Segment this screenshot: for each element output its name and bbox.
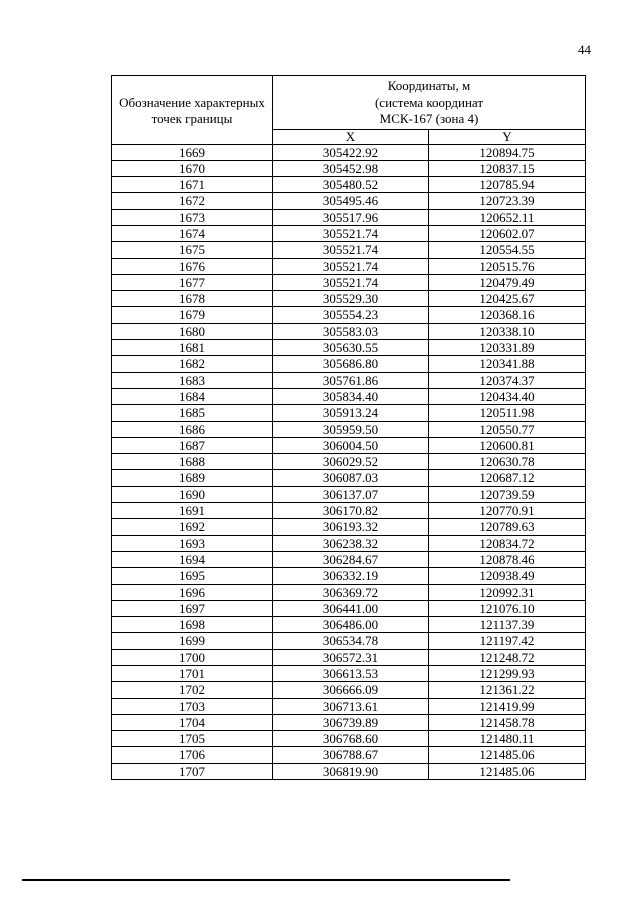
table-row bbox=[112, 307, 586, 323]
point-designation-header bbox=[112, 76, 273, 145]
point-id-cell: 1707 bbox=[112, 763, 273, 779]
point-id-cell: 1686 bbox=[112, 421, 273, 437]
x-coordinate-cell: 306029.52 bbox=[273, 454, 429, 470]
point-id-cell: 1681 bbox=[112, 340, 273, 356]
point-id-cell: 1674 bbox=[112, 225, 273, 241]
point-id-cell: 1669 bbox=[112, 144, 273, 160]
y-coordinate-cell: 120789.63 bbox=[429, 519, 586, 535]
table-row bbox=[112, 649, 586, 665]
table-row bbox=[112, 486, 586, 502]
point-id-cell: 1696 bbox=[112, 584, 273, 600]
table-row bbox=[112, 209, 586, 225]
x-coordinate-cell: 305554.23 bbox=[273, 307, 429, 323]
point-id-cell: 1679 bbox=[112, 307, 273, 323]
y-coordinate-cell: 120434.40 bbox=[429, 388, 586, 404]
table-row bbox=[112, 372, 586, 388]
x-coordinate-cell: 306441.00 bbox=[273, 600, 429, 616]
coordinates-header-line1: Координаты, м bbox=[387, 78, 471, 93]
x-coordinate-cell: 305521.74 bbox=[273, 225, 429, 241]
table-header bbox=[112, 76, 586, 145]
y-coordinate-cell: 120338.10 bbox=[429, 323, 586, 339]
table-row bbox=[112, 177, 586, 193]
y-coordinate-cell: 120938.49 bbox=[429, 568, 586, 584]
point-id-cell: 1683 bbox=[112, 372, 273, 388]
x-coordinate-cell: 306193.32 bbox=[273, 519, 429, 535]
y-coordinate-cell: 121076.10 bbox=[429, 600, 586, 616]
table-row bbox=[112, 437, 586, 453]
table-row bbox=[112, 421, 586, 437]
y-coordinate-cell: 120894.75 bbox=[429, 144, 586, 160]
y-coordinate-cell: 120602.07 bbox=[429, 225, 586, 241]
table-row bbox=[112, 225, 586, 241]
x-coordinate-cell: 305686.80 bbox=[273, 356, 429, 372]
y-coordinate-cell: 120479.49 bbox=[429, 274, 586, 290]
table-row bbox=[112, 291, 586, 307]
y-coordinate-cell: 120652.11 bbox=[429, 209, 586, 225]
table-row bbox=[112, 633, 586, 649]
table-row bbox=[112, 535, 586, 551]
table-row bbox=[112, 242, 586, 258]
table-row bbox=[112, 323, 586, 339]
x-column-header: X bbox=[273, 129, 429, 144]
point-designation-label: Обозначение характерных точек границы bbox=[119, 94, 265, 126]
point-id-cell: 1672 bbox=[112, 193, 273, 209]
x-coordinate-cell: 306572.31 bbox=[273, 649, 429, 665]
y-coordinate-cell: 120600.81 bbox=[429, 437, 586, 453]
y-coordinate-cell: 120368.16 bbox=[429, 307, 586, 323]
point-id-cell: 1693 bbox=[112, 535, 273, 551]
page-number: 44 bbox=[578, 42, 591, 57]
x-coordinate-cell: 305495.46 bbox=[273, 193, 429, 209]
point-id-cell: 1680 bbox=[112, 323, 273, 339]
table-row bbox=[112, 356, 586, 372]
point-id-cell: 1694 bbox=[112, 551, 273, 567]
x-coordinate-cell: 305913.24 bbox=[273, 405, 429, 421]
x-coordinate-cell: 305521.74 bbox=[273, 242, 429, 258]
x-coordinate-cell: 306004.50 bbox=[273, 437, 429, 453]
y-coordinate-cell: 120770.91 bbox=[429, 503, 586, 519]
table-row bbox=[112, 274, 586, 290]
point-id-cell: 1684 bbox=[112, 388, 273, 404]
table-row bbox=[112, 160, 586, 176]
y-coordinate-cell: 120550.77 bbox=[429, 421, 586, 437]
table-row bbox=[112, 747, 586, 763]
x-coordinate-cell: 306819.90 bbox=[273, 763, 429, 779]
x-coordinate-cell: 305521.74 bbox=[273, 258, 429, 274]
point-id-cell: 1682 bbox=[112, 356, 273, 372]
x-coordinate-cell: 305422.92 bbox=[273, 144, 429, 160]
y-coordinate-cell: 121197.42 bbox=[429, 633, 586, 649]
table-row bbox=[112, 193, 586, 209]
point-id-cell: 1670 bbox=[112, 160, 273, 176]
table-row bbox=[112, 584, 586, 600]
y-coordinate-cell: 120785.94 bbox=[429, 177, 586, 193]
y-column-header: Y bbox=[429, 129, 586, 144]
table-row bbox=[112, 698, 586, 714]
table-row bbox=[112, 617, 586, 633]
x-coordinate-cell: 306087.03 bbox=[273, 470, 429, 486]
x-coordinate-cell: 305529.30 bbox=[273, 291, 429, 307]
table-row bbox=[112, 763, 586, 779]
table-row bbox=[112, 258, 586, 274]
table-row bbox=[112, 144, 586, 160]
point-id-cell: 1689 bbox=[112, 470, 273, 486]
point-id-cell: 1695 bbox=[112, 568, 273, 584]
y-coordinate-cell: 120834.72 bbox=[429, 535, 586, 551]
table-body bbox=[112, 144, 586, 780]
point-id-cell: 1678 bbox=[112, 291, 273, 307]
x-coordinate-cell: 306486.00 bbox=[273, 617, 429, 633]
y-coordinate-cell: 120374.37 bbox=[429, 372, 586, 388]
coordinates-table bbox=[111, 75, 586, 780]
x-coordinate-cell: 305452.98 bbox=[273, 160, 429, 176]
x-coordinate-cell: 305761.86 bbox=[273, 372, 429, 388]
point-id-cell: 1705 bbox=[112, 731, 273, 747]
x-coordinate-cell: 305517.96 bbox=[273, 209, 429, 225]
x-coordinate-cell: 306137.07 bbox=[273, 486, 429, 502]
x-coordinate-cell: 305630.55 bbox=[273, 340, 429, 356]
y-coordinate-cell: 121299.93 bbox=[429, 666, 586, 682]
y-coordinate-cell: 120511.98 bbox=[429, 405, 586, 421]
x-coordinate-cell: 306666.09 bbox=[273, 682, 429, 698]
x-coordinate-cell: 306534.78 bbox=[273, 633, 429, 649]
y-coordinate-cell: 121137.39 bbox=[429, 617, 586, 633]
table-row bbox=[112, 405, 586, 421]
point-id-cell: 1673 bbox=[112, 209, 273, 225]
coordinates-header-line3: МСК-167 (зона 4) bbox=[379, 111, 479, 126]
point-id-cell: 1690 bbox=[112, 486, 273, 502]
x-coordinate-cell: 306739.89 bbox=[273, 714, 429, 730]
point-id-cell: 1697 bbox=[112, 600, 273, 616]
table-row bbox=[112, 470, 586, 486]
point-id-cell: 1691 bbox=[112, 503, 273, 519]
y-coordinate-cell: 120878.46 bbox=[429, 551, 586, 567]
y-coordinate-cell: 120515.76 bbox=[429, 258, 586, 274]
point-id-cell: 1702 bbox=[112, 682, 273, 698]
point-id-cell: 1692 bbox=[112, 519, 273, 535]
x-coordinate-cell: 306170.82 bbox=[273, 503, 429, 519]
y-coordinate-cell: 120723.39 bbox=[429, 193, 586, 209]
point-id-cell: 1675 bbox=[112, 242, 273, 258]
x-coordinate-cell: 305834.40 bbox=[273, 388, 429, 404]
x-coordinate-cell: 306332.19 bbox=[273, 568, 429, 584]
footer-divider bbox=[22, 879, 510, 881]
table-row bbox=[112, 503, 586, 519]
y-coordinate-cell: 121480.11 bbox=[429, 731, 586, 747]
table-row bbox=[112, 551, 586, 567]
x-coordinate-cell: 306238.32 bbox=[273, 535, 429, 551]
point-id-cell: 1704 bbox=[112, 714, 273, 730]
table-row bbox=[112, 454, 586, 470]
table-row bbox=[112, 340, 586, 356]
x-coordinate-cell: 306713.61 bbox=[273, 698, 429, 714]
y-coordinate-cell: 121361.22 bbox=[429, 682, 586, 698]
x-coordinate-cell: 306284.67 bbox=[273, 551, 429, 567]
coordinates-header-line2: (система координат bbox=[374, 94, 484, 110]
y-coordinate-cell: 120992.31 bbox=[429, 584, 586, 600]
point-id-cell: 1700 bbox=[112, 649, 273, 665]
table-row bbox=[112, 666, 586, 682]
table-row bbox=[112, 714, 586, 730]
x-coordinate-cell: 306369.72 bbox=[273, 584, 429, 600]
point-id-cell: 1671 bbox=[112, 177, 273, 193]
point-id-cell: 1701 bbox=[112, 666, 273, 682]
table-row bbox=[112, 600, 586, 616]
table-row bbox=[112, 731, 586, 747]
y-coordinate-cell: 121248.72 bbox=[429, 649, 586, 665]
y-coordinate-cell: 120554.55 bbox=[429, 242, 586, 258]
point-id-cell: 1698 bbox=[112, 617, 273, 633]
point-id-cell: 1699 bbox=[112, 633, 273, 649]
point-id-cell: 1685 bbox=[112, 405, 273, 421]
table-row bbox=[112, 519, 586, 535]
point-id-cell: 1676 bbox=[112, 258, 273, 274]
y-coordinate-cell: 121485.06 bbox=[429, 747, 586, 763]
y-coordinate-cell: 121458.78 bbox=[429, 714, 586, 730]
x-coordinate-cell: 306613.53 bbox=[273, 666, 429, 682]
x-coordinate-cell: 305583.03 bbox=[273, 323, 429, 339]
y-coordinate-cell: 120331.89 bbox=[429, 340, 586, 356]
point-id-cell: 1706 bbox=[112, 747, 273, 763]
table-row bbox=[112, 388, 586, 404]
coordinates-header bbox=[273, 76, 586, 130]
x-coordinate-cell: 306788.67 bbox=[273, 747, 429, 763]
y-coordinate-cell: 120837.15 bbox=[429, 160, 586, 176]
y-coordinate-cell: 120687.12 bbox=[429, 470, 586, 486]
table-row bbox=[112, 682, 586, 698]
y-coordinate-cell: 120425.67 bbox=[429, 291, 586, 307]
y-coordinate-cell: 120630.78 bbox=[429, 454, 586, 470]
y-coordinate-cell: 120341.88 bbox=[429, 356, 586, 372]
x-coordinate-cell: 305480.52 bbox=[273, 177, 429, 193]
point-id-cell: 1687 bbox=[112, 437, 273, 453]
x-coordinate-cell: 306768.60 bbox=[273, 731, 429, 747]
y-coordinate-cell: 120739.59 bbox=[429, 486, 586, 502]
x-coordinate-cell: 305521.74 bbox=[273, 274, 429, 290]
y-coordinate-cell: 121485.06 bbox=[429, 763, 586, 779]
point-id-cell: 1677 bbox=[112, 274, 273, 290]
table-row bbox=[112, 568, 586, 584]
x-coordinate-cell: 305959.50 bbox=[273, 421, 429, 437]
point-id-cell: 1688 bbox=[112, 454, 273, 470]
point-id-cell: 1703 bbox=[112, 698, 273, 714]
y-coordinate-cell: 121419.99 bbox=[429, 698, 586, 714]
